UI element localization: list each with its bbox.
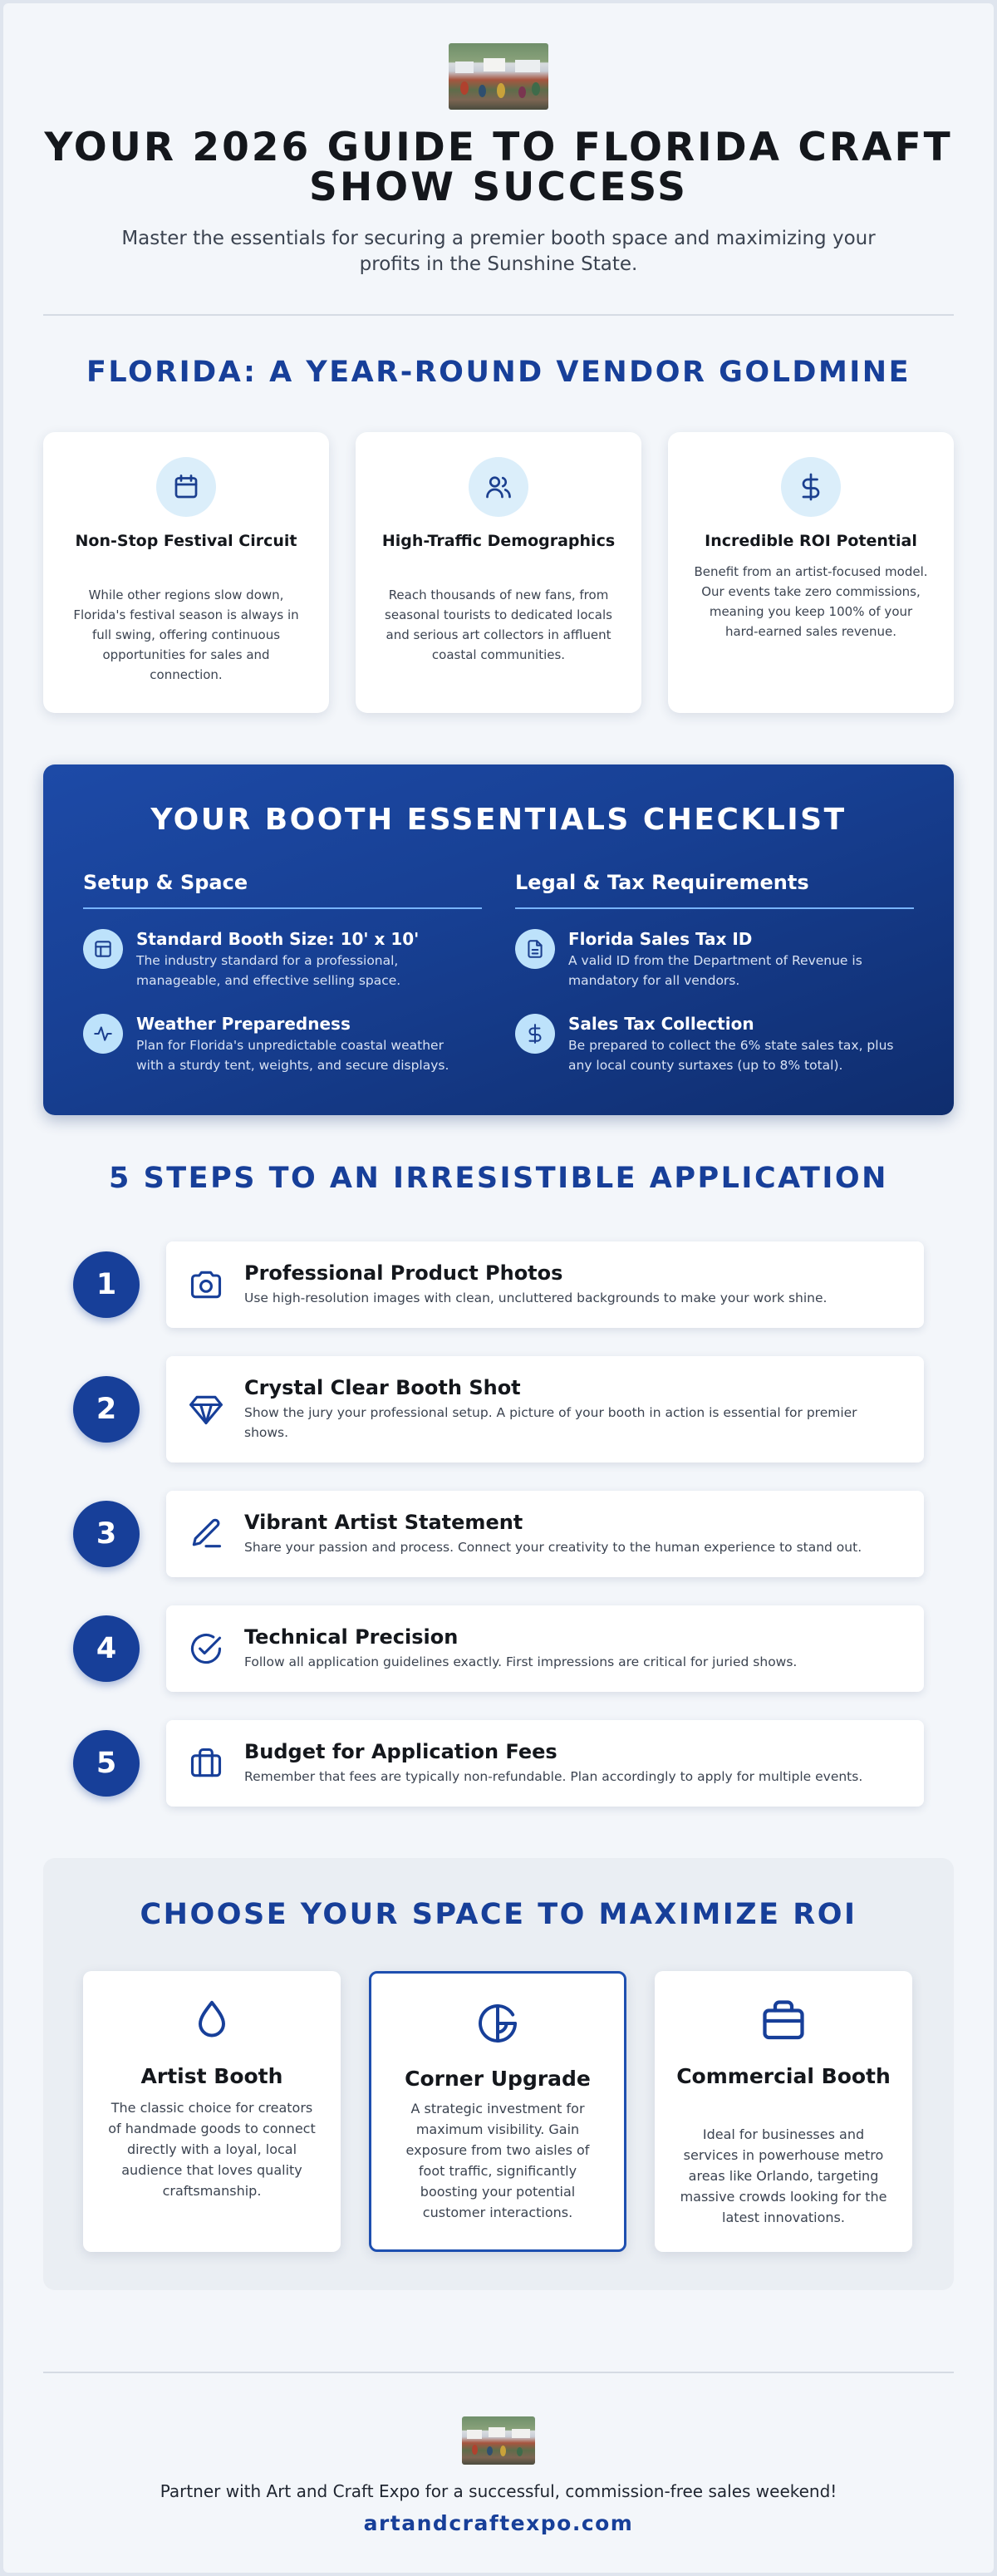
- booth-option-artist[interactable]: [83, 1971, 341, 2252]
- gem-icon: [184, 1388, 228, 1431]
- booth-option-title: Artist Booth: [140, 2064, 283, 2088]
- dollar-icon: [515, 1014, 555, 1054]
- roi-title: CHOOSE YOUR SPACE TO MAXIMIZE ROI: [140, 1898, 857, 1931]
- step-title: Crystal Clear Booth Shot: [244, 1376, 521, 1399]
- steps-title: 5 STEPS TO AN IRRESISTIBLE APPLICATION: [109, 1162, 888, 1195]
- step-card: [166, 1605, 924, 1692]
- setup-space-heading: Setup & Space: [83, 871, 482, 909]
- calendar-icon: [156, 457, 216, 517]
- target-icon: [471, 1997, 524, 2050]
- checklist-item-title: Sales Tax Collection: [568, 1014, 754, 1034]
- checklist-title: YOUR BOOTH ESSENTIALS CHECKLIST: [150, 803, 847, 837]
- feature-card-text: Reach thousands of new fans, from seasonal tourists to dedicated locals and serious art collectors in affluent coastal communities.: [385, 587, 612, 662]
- booth-checklist-panel: [43, 764, 954, 1115]
- briefcase-icon: [184, 1742, 228, 1785]
- feature-card-title: Incredible ROI Potential: [705, 532, 917, 550]
- step-title: Technical Precision: [244, 1625, 459, 1649]
- feature-card-festival: [43, 432, 329, 713]
- checklist-item-title: Standard Booth Size: 10' x 10': [136, 929, 420, 949]
- dollar-icon: [781, 457, 841, 517]
- feature-card-text: While other regions slow down, Florida's festival season is always in full swing, offering continuous opportunities for sales and connection.: [73, 587, 299, 682]
- step-number: 3: [73, 1501, 140, 1567]
- step-number: 2: [73, 1376, 140, 1443]
- booth-option-text: Ideal for businesses and services in powerhouse metro areas like Orlando, targeting massive crowds looking for the latest innovations.: [680, 2126, 887, 2225]
- step-title: Vibrant Artist Statement: [244, 1511, 523, 1534]
- craft-fair-photo: [449, 43, 548, 110]
- booth-option-commercial[interactable]: [655, 1971, 912, 2252]
- pen-icon: [184, 1512, 228, 1556]
- divider: [43, 314, 954, 316]
- infographic-page: [3, 3, 994, 2573]
- craft-fair-photo: [462, 2416, 535, 2465]
- page-title: YOUR 2026 GUIDE TO FLORIDA CRAFT SHOW SUCCESS: [44, 125, 953, 210]
- step-number: 4: [73, 1615, 140, 1682]
- checklist-item-text: Be prepared to collect the 6% state sales tax, plus any local county surtaxes (up to 8% total).: [568, 1038, 894, 1073]
- briefcase-icon: [757, 1994, 810, 2048]
- step-text: Share your passion and process. Connect your creativity to the human experience to stand out.: [244, 1540, 862, 1555]
- check-circle-icon: [184, 1627, 228, 1670]
- step-card: [166, 1356, 924, 1463]
- step-title: Professional Product Photos: [244, 1261, 563, 1285]
- step-text: Show the jury your professional setup. A picture of your booth in action is essential for premier shows.: [244, 1405, 857, 1440]
- footer-website-link[interactable]: artandcraftexpo.com: [363, 2511, 634, 2535]
- step-text: Follow all application guidelines exactly. First impressions are critical for juried shows.: [244, 1654, 798, 1669]
- users-icon: [469, 457, 528, 517]
- step-card: [166, 1241, 924, 1328]
- checklist-item-text: The industry standard for a professional, manageable, and effective selling space.: [136, 953, 401, 988]
- roi-panel: [43, 1858, 954, 2290]
- camera-icon: [184, 1263, 228, 1306]
- divider: [43, 2372, 954, 2373]
- droplet-icon: [185, 1994, 238, 2048]
- legal-tax-heading: Legal & Tax Requirements: [515, 871, 914, 909]
- step-title: Budget for Application Fees: [244, 1740, 557, 1763]
- feature-card-roi: [668, 432, 954, 713]
- booth-option-title: Corner Upgrade: [405, 2067, 591, 2091]
- checklist-item-text: A valid ID from the Department of Revenue is mandatory for all vendors.: [568, 953, 862, 988]
- step-text: Remember that fees are typically non-refundable. Plan accordingly to apply for multiple events.: [244, 1769, 863, 1784]
- step-number: 5: [73, 1730, 140, 1797]
- step-card: [166, 1720, 924, 1807]
- checklist-item-title: Florida Sales Tax ID: [568, 929, 753, 949]
- booth-option-text: A strategic investment for maximum visibility. Gain exposure from two aisles of foot traffic, significantly boosting your potential customer interactions.: [405, 2101, 590, 2220]
- activity-icon: [83, 1014, 123, 1054]
- footer-text: Partner with Art and Craft Expo for a successful, commission-free sales weekend!: [160, 2481, 837, 2501]
- step-number: 1: [73, 1251, 140, 1318]
- goldmine-title: FLORIDA: A YEAR-ROUND VENDOR GOLDMINE: [86, 356, 911, 389]
- layout-icon: [83, 929, 123, 969]
- feature-card-text: Benefit from an artist-focused model. Our events take zero commissions, meaning you keep 100% of your hard-earned sales revenue.: [694, 564, 928, 639]
- checklist-item-title: Weather Preparedness: [136, 1014, 351, 1034]
- page-subtitle: Master the essentials for securing a premier booth space and maximizing your profits in the Sunshine State.: [121, 228, 876, 275]
- checklist-item-text: Plan for Florida's unpredictable coastal weather with a sturdy tent, weights, and secure displays.: [136, 1038, 449, 1073]
- step-card: [166, 1491, 924, 1577]
- document-icon: [515, 929, 555, 969]
- step-text: Use high-resolution images with clean, uncluttered backgrounds to make your work shine.: [244, 1290, 828, 1305]
- feature-card-title: High-Traffic Demographics: [381, 532, 616, 550]
- booth-option-text: The classic choice for creators of handmade goods to connect directly with a loyal, local audience that loves quality craftsmanship.: [108, 2100, 316, 2199]
- booth-option-title: Commercial Booth: [676, 2064, 891, 2088]
- feature-card-title: Non-Stop Festival Circuit: [75, 532, 297, 550]
- feature-card-demographics: [356, 432, 641, 713]
- booth-option-corner[interactable]: [369, 1971, 626, 2252]
